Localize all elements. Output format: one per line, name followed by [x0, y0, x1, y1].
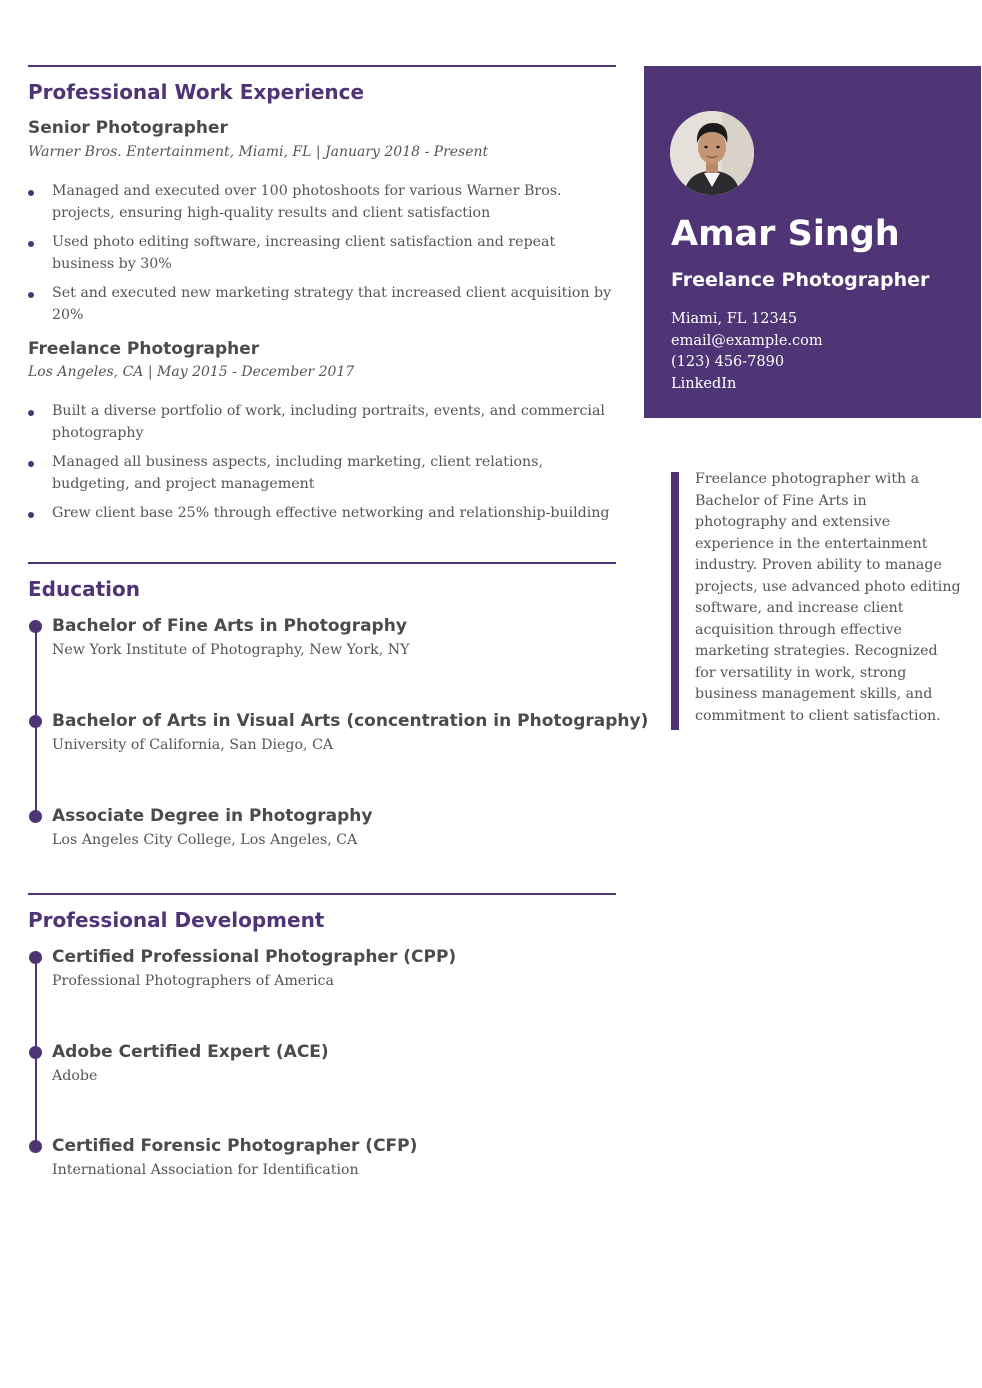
degree-title: Bachelor of Arts in Visual Arts (concentration in Photography)	[52, 711, 649, 731]
bullet-dot-icon	[28, 292, 34, 298]
timeline-dot-icon	[29, 951, 42, 964]
timeline-dot-icon	[29, 1046, 42, 1059]
list-item	[28, 181, 618, 224]
certification-issuer: Professional Photographers of America	[52, 973, 334, 989]
timeline-item	[28, 1041, 618, 1087]
profile-name: Amar Singh	[671, 214, 900, 254]
bullet-dot-icon	[28, 512, 34, 518]
timeline-dot-icon	[29, 1140, 42, 1153]
bullet-text: Managed and executed over 100 photoshoots for various Warner Bros. projects, ensuring high-quality results and client satisfaction	[52, 183, 562, 221]
bullet-dot-icon	[28, 410, 34, 416]
experience-section	[28, 65, 616, 535]
education-timeline	[28, 615, 649, 855]
bullet-text: Built a diverse portfolio of work, including portraits, events, and commercial photography	[52, 403, 605, 441]
certification-issuer: International Association for Identification	[52, 1162, 359, 1178]
development-heading: Professional Development	[28, 908, 325, 932]
education-heading: Education	[28, 577, 140, 601]
bullet-dot-icon	[28, 461, 34, 467]
section-divider	[28, 893, 616, 895]
bullet-text: Grew client base 25% through effective networking and relationship-building	[52, 505, 610, 521]
bullet-text: Managed all business aspects, including marketing, client relations, budgeting, and project management	[52, 454, 543, 492]
summary-text: Freelance photographer with a Bachelor of Fine Arts in photography and extensive experience in the entertainment industry. Proven ability to manage projects, use advanced photo editing software, and increase client acquisition through effective marketing strategies. Recognized for versatility in work, strong business management skills, and commitment to client satisfaction.	[695, 471, 961, 724]
bullet-dot-icon	[28, 190, 34, 196]
timeline-dot-icon	[29, 715, 42, 728]
list-item	[28, 452, 618, 495]
timeline-item	[28, 615, 618, 661]
profile-headline: Freelance Photographer	[671, 269, 930, 291]
timeline-item	[28, 1135, 618, 1181]
degree-school: Los Angeles City College, Los Angeles, CA	[52, 832, 358, 848]
education-section	[28, 562, 649, 862]
job-meta: Warner Bros. Entertainment, Miami, FL | January 2018 - Present	[28, 144, 489, 160]
bullet-text: Used photo editing software, increasing client satisfaction and repeat business by 30%	[52, 234, 556, 272]
degree-title: Bachelor of Fine Arts in Photography	[52, 616, 407, 636]
job-bullets	[28, 181, 618, 334]
development-timeline	[28, 946, 618, 1186]
profile-summary	[671, 472, 961, 730]
bullet-dot-icon	[28, 241, 34, 247]
avatar-photo-icon	[670, 111, 754, 195]
bullet-text: Set and executed new marketing strategy that increased client acquisition by 20%	[52, 285, 612, 323]
timeline-item	[28, 946, 618, 992]
degree-school: New York Institute of Photography, New York, NY	[52, 642, 410, 658]
certification-title: Adobe Certified Expert (ACE)	[52, 1042, 329, 1062]
job-bullets	[28, 401, 618, 533]
degree-school: University of California, San Diego, CA	[52, 737, 334, 753]
degree-title: Associate Degree in Photography	[52, 806, 373, 826]
list-item	[28, 401, 618, 444]
timeline-dot-icon	[29, 620, 42, 633]
section-divider	[28, 65, 616, 67]
development-section	[28, 893, 616, 1193]
certification-issuer: Adobe	[52, 1068, 98, 1084]
contact-info	[671, 309, 823, 395]
section-divider	[28, 562, 616, 564]
job-title: Freelance Photographer	[28, 339, 260, 359]
list-item	[28, 283, 618, 326]
list-item	[28, 503, 618, 525]
certification-title: Certified Professional Photographer (CPP)	[52, 947, 457, 967]
contact-phone[interactable]: (123) 456-7890	[671, 354, 785, 370]
experience-heading: Professional Work Experience	[28, 80, 365, 104]
timeline-item	[28, 805, 618, 851]
timeline-item	[28, 710, 649, 756]
contact-linkedin-link[interactable]: LinkedIn	[671, 375, 737, 392]
job-meta: Los Angeles, CA | May 2015 - December 2017	[28, 364, 355, 380]
certification-title: Certified Forensic Photographer (CFP)	[52, 1136, 418, 1156]
profile-header	[644, 66, 981, 418]
job-title: Senior Photographer	[28, 118, 228, 138]
timeline-dot-icon	[29, 810, 42, 823]
avatar	[670, 111, 754, 195]
contact-email[interactable]: email@example.com	[671, 332, 823, 349]
contact-location: Miami, FL 12345	[671, 311, 798, 327]
list-item	[28, 232, 618, 275]
